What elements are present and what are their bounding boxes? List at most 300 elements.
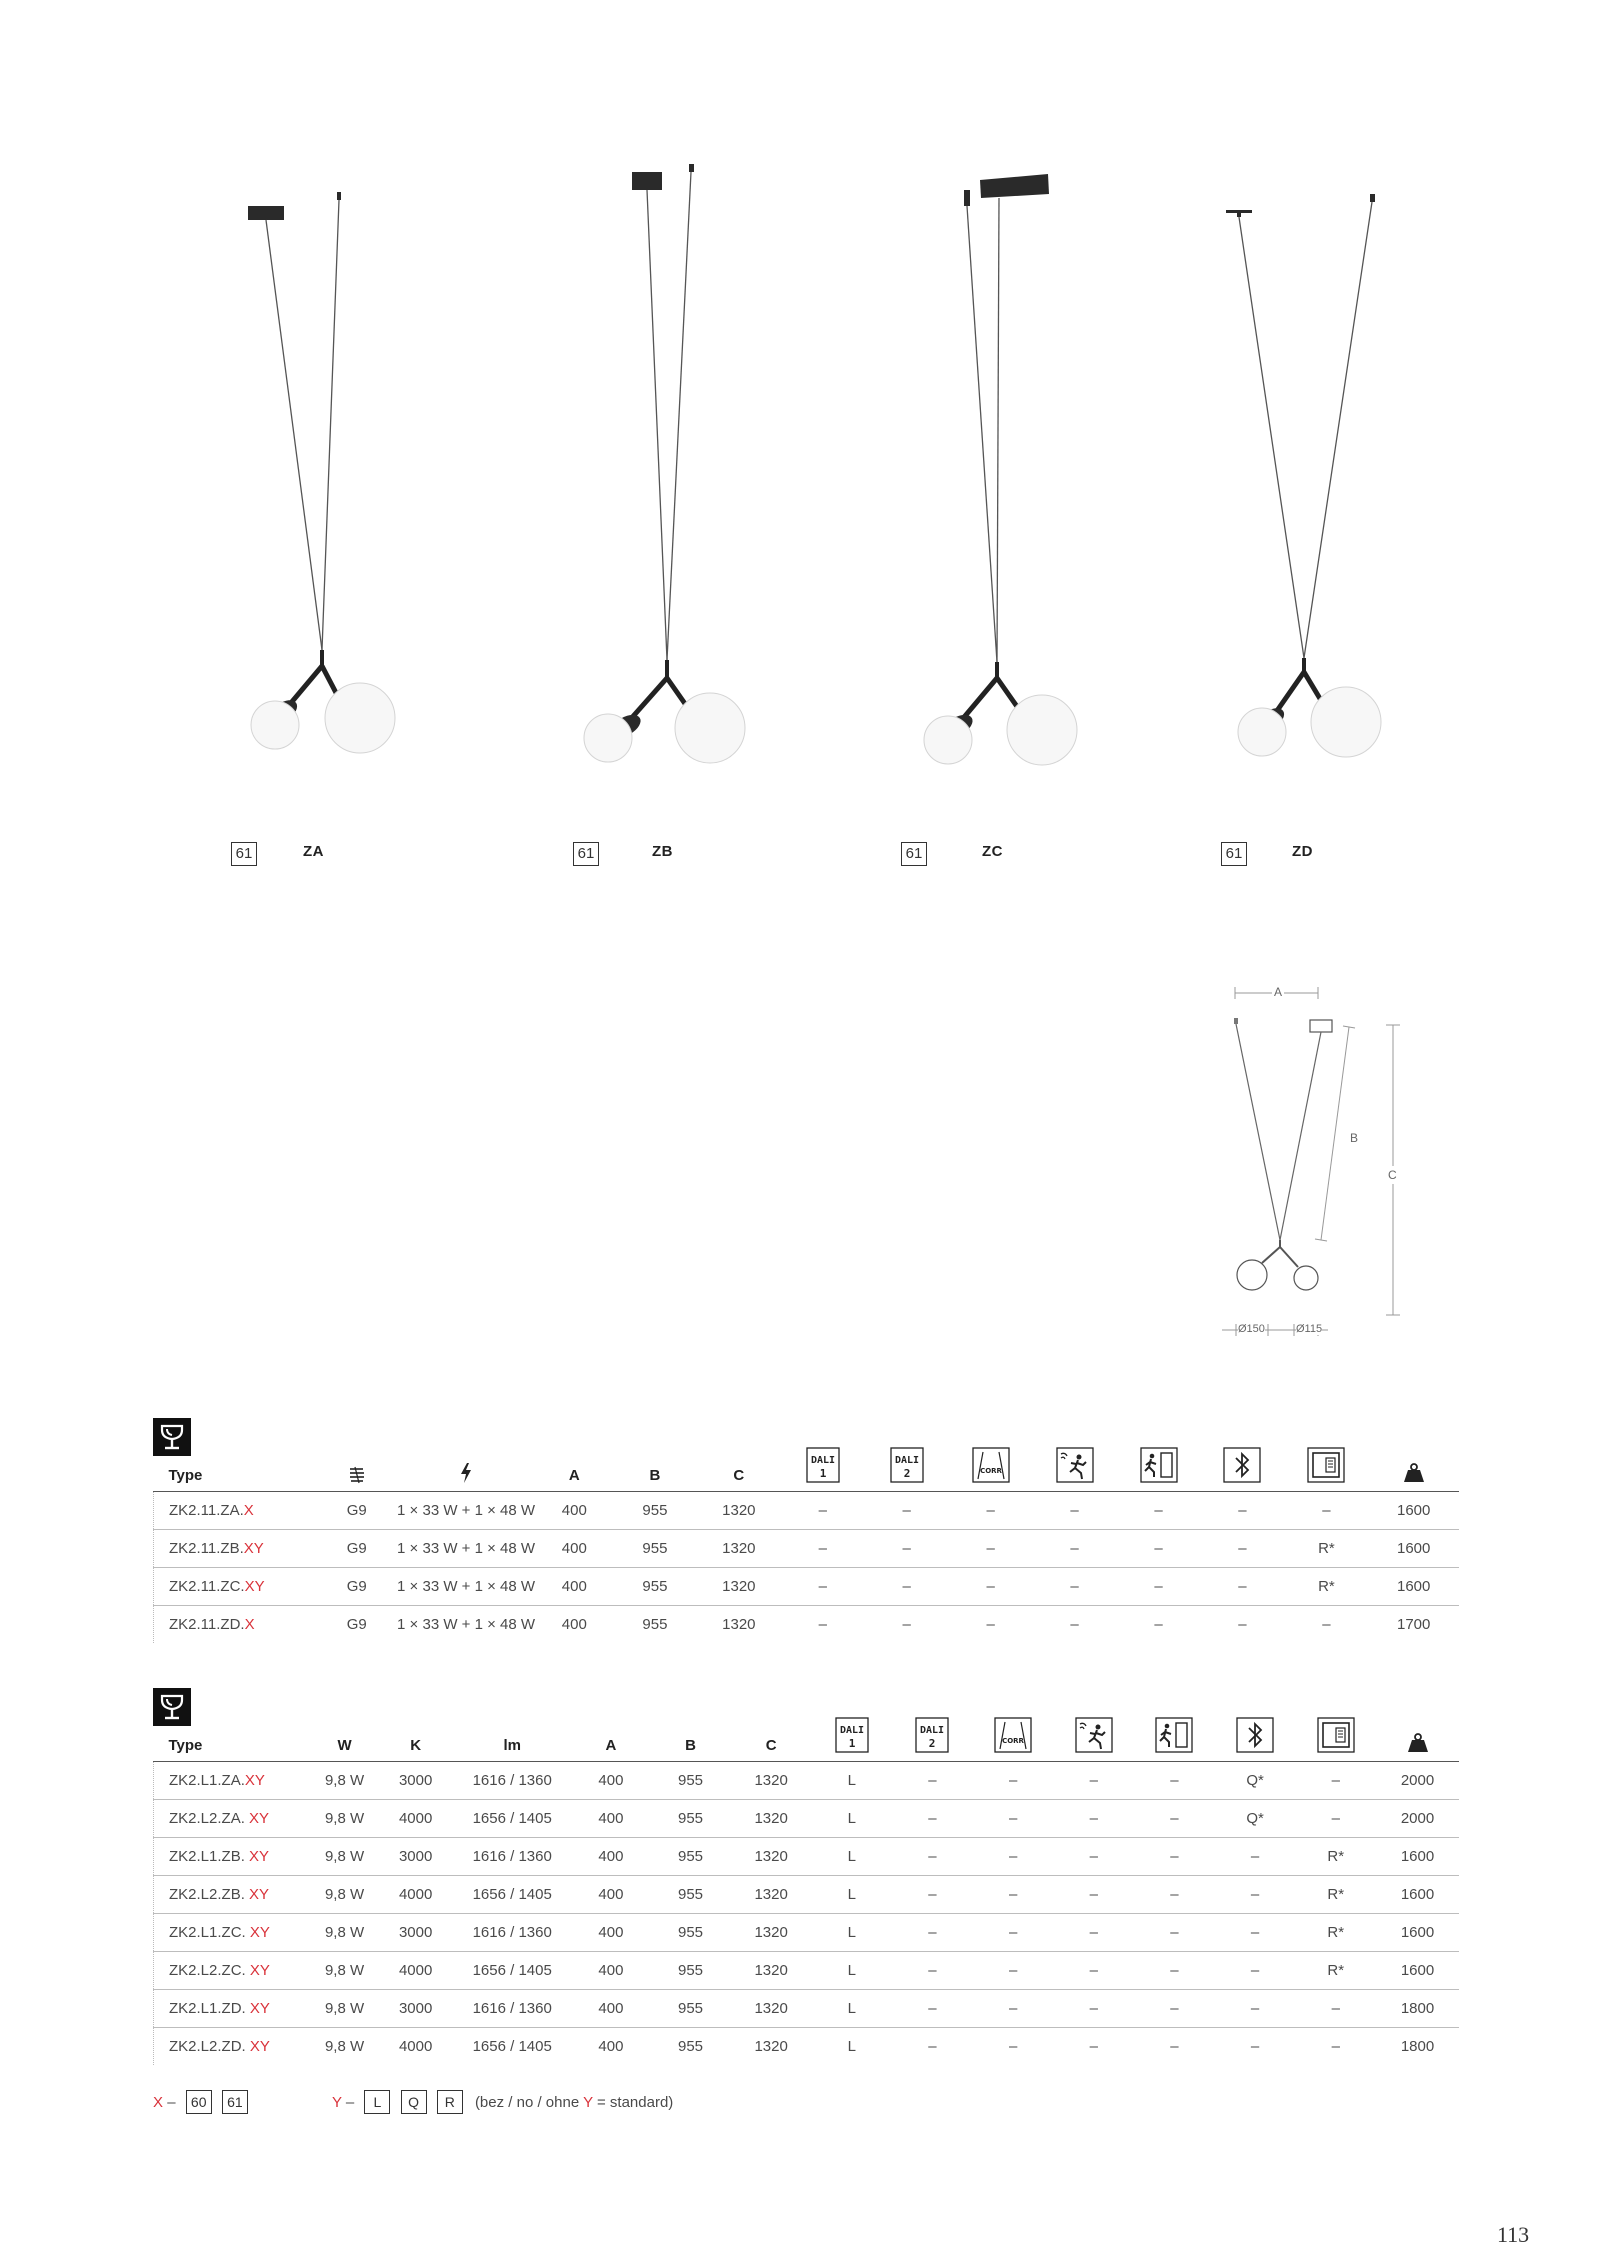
cell-type xyxy=(154,1914,311,1952)
cell-c: 1320 xyxy=(731,1876,812,1914)
cell-socket: G9 xyxy=(317,1568,397,1606)
cell-emerg: – xyxy=(1134,1990,1215,2028)
table-row xyxy=(154,1990,1460,2028)
col-dali2 xyxy=(865,1434,949,1492)
cell-k: 4000 xyxy=(379,1952,453,1990)
legend-note-before: (bez / no / ohne xyxy=(474,2094,584,2111)
cell-bt: – xyxy=(1201,1492,1285,1530)
cell-type xyxy=(154,1838,311,1876)
cell-dali1: L xyxy=(811,1876,892,1914)
cell-w: 9,8 W xyxy=(311,1762,379,1800)
cell-b: 955 xyxy=(650,1990,731,2028)
cell-sensor: – xyxy=(1053,1952,1134,1990)
pendant-lamp-zd-illustration xyxy=(1200,150,1460,810)
cell-bt: – xyxy=(1215,1914,1296,1952)
legend-x-label: X xyxy=(153,2094,164,2111)
type-code: ZK2.L1.ZB. xyxy=(169,1848,250,1865)
cell-b: 955 xyxy=(650,1952,731,1990)
cell-w: 9,8 W xyxy=(311,1914,379,1952)
cell-corr: – xyxy=(973,1990,1054,2028)
cell-dali2: – xyxy=(902,1616,911,1633)
cell-c: 1320 xyxy=(731,1914,812,1952)
cell-a: 400 xyxy=(572,1838,651,1876)
cell-b: 955 xyxy=(642,1616,668,1633)
cell-bt: – xyxy=(1201,1568,1285,1606)
cell-corr: – xyxy=(949,1530,1033,1568)
svg-text:DALI: DALI xyxy=(894,1455,919,1466)
cell-weight: 1600 xyxy=(1368,1568,1459,1606)
cell-sensor: – xyxy=(1053,1914,1134,1952)
cell-corr: – xyxy=(973,1914,1054,1952)
cell-weight: 1600 xyxy=(1368,1492,1459,1530)
product-figure-za xyxy=(180,150,440,810)
cell-a: 400 xyxy=(536,1530,613,1568)
cell-weight: 2000 xyxy=(1376,1800,1459,1838)
cell-type xyxy=(154,1762,311,1800)
cell-type xyxy=(154,1568,317,1606)
cell-c: 1320 xyxy=(731,1990,812,2028)
cell-c: 1320 xyxy=(722,1616,756,1633)
type-code: ZK2.L2.ZC. xyxy=(169,1962,250,1979)
col-sensor xyxy=(1033,1434,1117,1492)
cell-k: 3000 xyxy=(379,1914,453,1952)
cell-c: 1320 xyxy=(697,1530,781,1568)
cell-type xyxy=(154,1990,311,2028)
type-variant: XY xyxy=(244,1578,265,1595)
cell-type xyxy=(154,1606,317,1644)
col-power xyxy=(396,1434,535,1492)
cell-emerg: – xyxy=(1117,1530,1201,1568)
cell-c: 1320 xyxy=(731,1800,812,1838)
cell-type xyxy=(154,1952,311,1990)
type-code: ZK2.L1.ZD. xyxy=(169,2000,250,2017)
type-code: ZK2.L2.ZD. xyxy=(169,2038,250,2055)
col-sensor xyxy=(1053,1704,1134,1762)
cell-b: 955 xyxy=(650,1800,731,1838)
cell-bt: Q* xyxy=(1215,1800,1296,1838)
cell-b: 955 xyxy=(613,1568,697,1606)
lightning-icon xyxy=(458,1462,474,1484)
cell-w: 9,8 W xyxy=(311,1800,379,1838)
cell-k: 4000 xyxy=(379,1876,453,1914)
spec-table-led xyxy=(153,1704,1459,2065)
cell-b: 955 xyxy=(650,1838,731,1876)
cell-b: 955 xyxy=(677,2038,704,2055)
col-c: C xyxy=(697,1434,781,1492)
product-code: ZC xyxy=(982,843,1003,860)
cell-bt: – xyxy=(1201,1530,1285,1568)
weight-icon xyxy=(1403,1462,1425,1484)
cell-c: 1320 xyxy=(731,1762,812,1800)
cell-dali2: – xyxy=(892,1876,973,1914)
cell-k: 4000 xyxy=(398,2038,433,2055)
variant-legend-y xyxy=(332,2090,673,2114)
cell-corr: – xyxy=(949,1568,1033,1606)
table-row xyxy=(154,1800,1460,1838)
col-dali2 xyxy=(892,1704,973,1762)
cell-b: 955 xyxy=(650,1914,731,1952)
cell-box: – xyxy=(1295,1800,1376,1838)
table-row xyxy=(154,1952,1460,1990)
col-weight xyxy=(1368,1434,1459,1492)
dim-label-b: B xyxy=(1350,1131,1359,1145)
cell-lm: 1616 / 1360 xyxy=(453,1762,572,1800)
cell-dali1: – xyxy=(781,1530,865,1568)
col-dali1 xyxy=(781,1434,865,1492)
table-row xyxy=(154,1914,1460,1952)
cell-box: – xyxy=(1331,2038,1340,2055)
cell-sensor: – xyxy=(1033,1492,1117,1530)
cell-k: 3000 xyxy=(379,1762,453,1800)
cell-dali2: – xyxy=(865,1530,949,1568)
corridor-function-icon xyxy=(971,1446,1011,1484)
cell-sensor: – xyxy=(1053,1838,1134,1876)
cell-b: 955 xyxy=(613,1530,697,1568)
type-variant: X xyxy=(244,1616,255,1633)
cell-box: R* xyxy=(1295,1952,1376,1990)
svg-text:DALI: DALI xyxy=(920,1725,945,1736)
cell-bt: – xyxy=(1250,2038,1260,2055)
type-variant: XY xyxy=(249,1810,270,1827)
cell-corr: – xyxy=(973,1838,1054,1876)
col-dali1 xyxy=(811,1704,892,1762)
dim-label-c: C xyxy=(1388,1168,1397,1182)
cell-box: – xyxy=(1295,1990,1376,2028)
product-badge: 61 xyxy=(231,842,257,866)
legend-x-dash: – xyxy=(167,2094,176,2111)
table-header-row xyxy=(154,1704,1460,1762)
cell-dali1: L xyxy=(847,2038,856,2055)
type-variant: XY xyxy=(249,1848,270,1865)
corridor-function-icon xyxy=(993,1716,1033,1754)
product-code: ZA xyxy=(303,843,324,860)
cell-a: 400 xyxy=(572,1914,651,1952)
product-badge: 61 xyxy=(901,842,927,866)
cell-box: R* xyxy=(1295,1876,1376,1914)
cell-bt: – xyxy=(1238,1616,1247,1633)
table-row xyxy=(154,1838,1460,1876)
emergency-exit-icon xyxy=(1154,1716,1194,1754)
legend-y-option: Q xyxy=(401,2090,427,2114)
cell-a: 400 xyxy=(572,1762,651,1800)
cell-k: 4000 xyxy=(379,1800,453,1838)
col-corr xyxy=(973,1704,1054,1762)
table-row xyxy=(154,2028,1460,2066)
legend-x-option: 60 xyxy=(186,2090,212,2114)
cell-dali1: L xyxy=(811,1838,892,1876)
dali1-icon xyxy=(834,1716,870,1754)
legend-y-option: R xyxy=(437,2090,463,2114)
cell-power: 1 × 33 W + 1 × 48 W xyxy=(396,1492,535,1530)
cell-dali1: L xyxy=(811,1914,892,1952)
cell-dali2: – xyxy=(892,1800,973,1838)
cell-b: 955 xyxy=(650,1876,731,1914)
product-figure-zb xyxy=(540,150,800,810)
cell-lm: 1656 / 1405 xyxy=(453,1800,572,1838)
cell-dali2: – xyxy=(892,1838,973,1876)
col-w: W xyxy=(311,1704,379,1762)
cell-lm: 1656 / 1405 xyxy=(453,1952,572,1990)
table-row xyxy=(154,1530,1460,1568)
product-figure-zd xyxy=(1200,150,1460,810)
legend-note-y: Y xyxy=(583,2094,593,2111)
weight-icon xyxy=(1407,1732,1429,1754)
product-figure-zc xyxy=(880,150,1140,810)
svg-text:CORR: CORR xyxy=(1002,1737,1025,1745)
type-code: ZK2.11.ZC. xyxy=(169,1578,245,1595)
legend-x-option: 61 xyxy=(222,2090,248,2114)
col-a: A xyxy=(572,1704,651,1762)
cell-k: 3000 xyxy=(379,1838,453,1876)
lamp-socket-icon xyxy=(347,1464,367,1484)
cell-dali2: – xyxy=(892,1952,973,1990)
emergency-exit-icon xyxy=(1139,1446,1179,1484)
cell-c: 1320 xyxy=(754,2038,788,2055)
legend-y-label: Y xyxy=(332,2094,342,2111)
cell-bt: – xyxy=(1215,1990,1296,2028)
pendant-lamp-za-illustration xyxy=(180,150,440,810)
cell-emerg: – xyxy=(1134,1838,1215,1876)
cell-dali1: – xyxy=(781,1568,865,1606)
svg-text:2: 2 xyxy=(929,1737,936,1750)
cell-weight: 1600 xyxy=(1368,1530,1459,1568)
cell-emerg: – xyxy=(1134,1800,1215,1838)
bluetooth-icon xyxy=(1235,1716,1275,1754)
cell-box: R* xyxy=(1295,1914,1376,1952)
type-variant: XY xyxy=(243,1540,264,1557)
cell-emerg: – xyxy=(1134,1952,1215,1990)
cell-corr: – xyxy=(986,1616,995,1633)
cell-weight: 1800 xyxy=(1376,1990,1459,2028)
type-variant: X xyxy=(243,1502,254,1519)
dim-label-d150: Ø150 xyxy=(1238,1323,1265,1335)
cell-weight: 2000 xyxy=(1376,1762,1459,1800)
cell-box: – xyxy=(1295,1762,1376,1800)
dimension-drawing-lines xyxy=(1200,975,1420,1345)
cell-a: 400 xyxy=(598,2038,624,2055)
cell-emerg: – xyxy=(1170,2038,1179,2055)
cell-corr: – xyxy=(973,1876,1054,1914)
col-k: K xyxy=(379,1704,453,1762)
dali1-icon xyxy=(805,1446,841,1484)
cell-socket: G9 xyxy=(346,1616,367,1633)
cell-emerg: – xyxy=(1134,1914,1215,1952)
type-code: ZK2.11.ZD. xyxy=(169,1616,245,1633)
svg-text:2: 2 xyxy=(903,1467,911,1480)
cell-type xyxy=(154,1800,311,1838)
cell-weight: 1700 xyxy=(1397,1616,1431,1633)
page-number: 113 xyxy=(1497,2222,1530,2247)
col-type: Type xyxy=(154,1434,317,1492)
svg-text:1: 1 xyxy=(848,1737,856,1750)
cell-c: 1320 xyxy=(697,1568,781,1606)
cell-dali1: L xyxy=(811,1762,892,1800)
motion-sensor-icon xyxy=(1055,1446,1095,1484)
cell-type xyxy=(154,2028,311,2066)
type-variant: XY xyxy=(249,2000,270,2017)
pendant-lamp-zc-illustration xyxy=(880,150,1140,810)
table-row xyxy=(154,1568,1460,1606)
dali2-icon xyxy=(914,1716,950,1754)
cell-box: R* xyxy=(1284,1530,1368,1568)
cell-w: 9,8 W xyxy=(311,1838,379,1876)
dim-label-a: A xyxy=(1274,985,1283,999)
cell-dali2: – xyxy=(865,1568,949,1606)
cell-b: 955 xyxy=(650,1762,731,1800)
cell-a: 400 xyxy=(536,1492,613,1530)
cell-weight: 1600 xyxy=(1376,1838,1459,1876)
col-lm: lm xyxy=(453,1704,572,1762)
table-row xyxy=(154,1762,1460,1800)
col-emergency xyxy=(1134,1704,1215,1762)
cell-bt: Q* xyxy=(1215,1762,1296,1800)
surface-box-icon xyxy=(1316,1716,1356,1754)
product-badge: 61 xyxy=(1221,842,1247,866)
type-variant: XY xyxy=(249,1962,270,1979)
cell-socket: G9 xyxy=(317,1492,397,1530)
col-surface-box xyxy=(1295,1704,1376,1762)
svg-text:1: 1 xyxy=(819,1467,827,1480)
type-variant: XY xyxy=(249,2038,270,2055)
col-surface-box xyxy=(1284,1434,1368,1492)
cell-dali1: L xyxy=(811,1800,892,1838)
cell-bt: – xyxy=(1215,1838,1296,1876)
cell-corr: – xyxy=(973,1762,1054,1800)
col-bluetooth xyxy=(1201,1434,1285,1492)
cell-dali2: – xyxy=(865,1492,949,1530)
cell-sensor: – xyxy=(1053,1800,1134,1838)
cell-a: 400 xyxy=(572,1800,651,1838)
col-b: B xyxy=(650,1704,731,1762)
col-bluetooth xyxy=(1215,1704,1296,1762)
type-variant: XY xyxy=(249,1924,270,1941)
legend-y-option: L xyxy=(364,2090,390,2114)
cell-type xyxy=(154,1530,317,1568)
col-a: A xyxy=(536,1434,613,1492)
cell-c: 1320 xyxy=(731,1952,812,1990)
legend-y-dash: – xyxy=(345,2094,355,2111)
col-weight xyxy=(1376,1704,1459,1762)
cell-weight: 1600 xyxy=(1376,1914,1459,1952)
cell-power: 1 × 33 W + 1 × 48 W xyxy=(396,1568,535,1606)
cell-dali2: – xyxy=(892,1914,973,1952)
cell-lm: 1616 / 1360 xyxy=(453,1990,572,2028)
cell-lm: 1656 / 1405 xyxy=(472,2038,552,2055)
cell-sensor: – xyxy=(1089,2038,1098,2055)
cell-dali1: L xyxy=(811,1952,892,1990)
cell-a: 400 xyxy=(561,1616,587,1633)
cell-weight: 1800 xyxy=(1400,2038,1435,2055)
dali2-icon xyxy=(889,1446,925,1484)
dimension-drawing xyxy=(1200,975,1420,1345)
svg-text:DALI: DALI xyxy=(839,1725,864,1736)
variant-legend-x xyxy=(153,2090,248,2114)
cell-dali1: – xyxy=(781,1492,865,1530)
cell-emerg: – xyxy=(1134,1876,1215,1914)
table-body xyxy=(154,1492,1460,1644)
col-corr xyxy=(949,1434,1033,1492)
cell-a: 400 xyxy=(572,1952,651,1990)
cell-type xyxy=(154,1492,317,1530)
type-code: ZK2.L2.ZA. xyxy=(169,1810,250,1827)
svg-text:CORR: CORR xyxy=(979,1467,1002,1475)
cell-box: – xyxy=(1284,1492,1368,1530)
cell-lm: 1616 / 1360 xyxy=(453,1914,572,1952)
cell-corr: – xyxy=(973,1952,1054,1990)
cell-sensor: – xyxy=(1053,1990,1134,2028)
cell-box: R* xyxy=(1295,1838,1376,1876)
type-code: ZK2.L1.ZC. xyxy=(169,1924,250,1941)
legend-note-after: = standard) xyxy=(592,2094,674,2111)
cell-sensor: – xyxy=(1070,1616,1079,1633)
cell-a: 400 xyxy=(572,1990,651,2028)
cell-sensor: – xyxy=(1053,1876,1134,1914)
svg-text:DALI: DALI xyxy=(810,1455,835,1466)
cell-power: 1 × 33 W + 1 × 48 W xyxy=(396,1530,535,1568)
cell-lm: 1656 / 1405 xyxy=(453,1876,572,1914)
cell-emerg: – xyxy=(1154,1616,1163,1633)
type-code: ZK2.11.ZB. xyxy=(169,1540,244,1557)
cell-w: 9,8 W xyxy=(324,2038,365,2055)
cell-emerg: – xyxy=(1134,1762,1215,1800)
pendant-lamp-zb-illustration xyxy=(540,150,800,810)
dim-label-d115: Ø115 xyxy=(1296,1323,1323,1335)
cell-emerg: – xyxy=(1117,1492,1201,1530)
cell-emerg: – xyxy=(1117,1568,1201,1606)
cell-type xyxy=(154,1876,311,1914)
cell-dali1: L xyxy=(811,1990,892,2028)
type-code: ZK2.L2.ZB. xyxy=(169,1886,250,1903)
cell-dali2: – xyxy=(892,1762,973,1800)
cell-corr: – xyxy=(949,1492,1033,1530)
table-row xyxy=(154,1876,1460,1914)
cell-w: 9,8 W xyxy=(311,1990,379,2028)
col-emergency xyxy=(1117,1434,1201,1492)
cell-lm: 1616 / 1360 xyxy=(453,1838,572,1876)
cell-b: 955 xyxy=(613,1492,697,1530)
cell-weight: 1600 xyxy=(1376,1952,1459,1990)
table-header-row xyxy=(154,1434,1460,1492)
type-variant: XY xyxy=(244,1772,265,1789)
bluetooth-icon xyxy=(1222,1446,1262,1484)
col-b: B xyxy=(613,1434,697,1492)
col-c: C xyxy=(731,1704,812,1762)
cell-dali1: – xyxy=(818,1616,827,1633)
cell-sensor: – xyxy=(1053,1762,1134,1800)
table-row xyxy=(154,1492,1460,1530)
cell-box: – xyxy=(1322,1616,1331,1633)
type-variant: XY xyxy=(249,1886,270,1903)
cell-sensor: – xyxy=(1033,1568,1117,1606)
cell-bt: – xyxy=(1215,1876,1296,1914)
cell-power: 1 × 33 W + 1 × 48 W xyxy=(397,1616,536,1633)
surface-box-icon xyxy=(1306,1446,1346,1484)
cell-dali2: – xyxy=(892,1990,973,2028)
cell-c: 1320 xyxy=(731,1838,812,1876)
cell-bt: – xyxy=(1215,1952,1296,1990)
type-code: ZK2.L1.ZA. xyxy=(169,1772,245,1789)
table-row xyxy=(154,1606,1460,1644)
col-type: Type xyxy=(154,1704,311,1762)
cell-socket: G9 xyxy=(317,1530,397,1568)
cell-w: 9,8 W xyxy=(311,1876,379,1914)
cell-k: 3000 xyxy=(379,1990,453,2028)
cell-box: R* xyxy=(1284,1568,1368,1606)
product-code: ZB xyxy=(652,843,673,860)
cell-corr: – xyxy=(1008,2038,1018,2055)
cell-sensor: – xyxy=(1033,1530,1117,1568)
table-body xyxy=(154,1762,1460,2066)
